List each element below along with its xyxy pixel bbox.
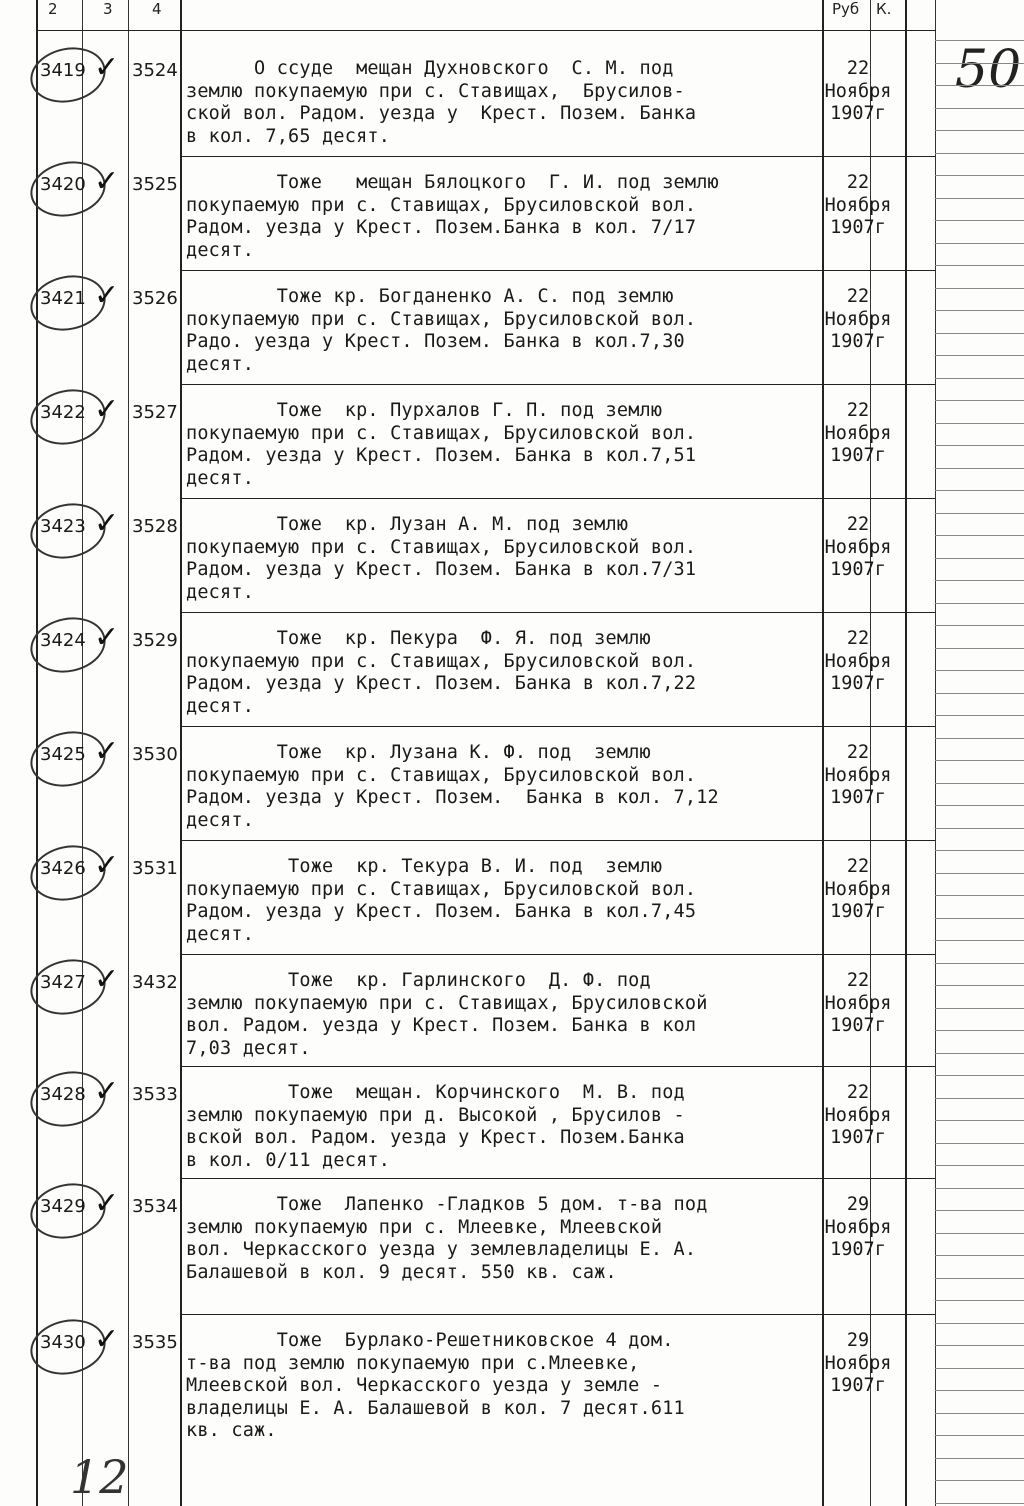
date-year: 1907г [830,103,886,124]
ledger-line [935,513,1024,514]
date-day: 22 [846,742,870,763]
date-month: Ноября [824,1216,892,1238]
entry-text: Тоже мещан Бялоцкого Г. И. под землю покупаемую при с. Ставищах, Брусиловской вол. Радом. уезда у Крест. Позем.Банка в кол. 7/17 десят. [186,172,719,261]
ledger-line [935,1300,1024,1301]
date-year: 1907г [830,331,886,352]
ledger-line [935,1503,1024,1504]
ledger-line [935,760,1024,761]
ledger-line [935,963,1024,964]
entry-date [808,1082,908,1150]
entry-date [808,856,908,924]
ledger-line [935,670,1024,671]
ledger-line [935,63,1024,64]
date-month: Ноября [824,878,892,900]
date-month: Ноября [824,1104,892,1126]
entry-number: 3425 [40,744,86,765]
ledger-line [935,1075,1024,1076]
entry-text: Тоже мещан. Корчинского М. В. под землю покупаемую при д. Высокой , Брусилов - вской вол. Радом. уезда у Крест. Позем.Банка в кол. 0/11 десят. [186,1082,685,1171]
checkmark-icon: ✓ [94,278,120,313]
registration-number: 3432 [132,972,178,993]
ledger-line [935,535,1024,536]
ledger-line [935,580,1024,581]
ledger-line [935,783,1024,784]
ledger-line [935,828,1024,829]
date-year: 1907г [830,217,886,238]
column-rule [180,0,182,1506]
ledger-line [935,1233,1024,1234]
header-rub: Руб [832,0,860,18]
date-day: 22 [846,286,870,307]
date-month: Ноября [824,992,892,1014]
date-day: 22 [846,856,870,877]
date-day: 22 [846,970,870,991]
checkmark-icon: ✓ [94,620,120,655]
entry-text: О ссуде мещан Духновского С. М. под землю покупаемую при с. Ставищах, Брусилов- ской вол. Радом. уезда у Крест. Позем. Банка в кол. 7,65 десят. [186,58,697,147]
checkmark-icon: ✓ [94,734,120,769]
entry-number: 3424 [40,630,86,651]
ledger-line [935,490,1024,491]
ledger-line [935,648,1024,649]
entry-number: 3423 [40,516,86,537]
ledger-line [935,1008,1024,1009]
header-col-4: 4 [152,0,162,18]
ledger-line [935,1480,1024,1481]
header-col-3: 3 [103,0,113,18]
ledger-line [935,603,1024,604]
ledger-line [935,1435,1024,1436]
ledger-line [935,378,1024,379]
entry-separator [180,612,935,613]
ledger-line [935,1030,1024,1031]
entry-text: Тоже кр. Текура В. И. под землю покупаемую при с. Ставищах, Брусиловской вол. Радом. уезда у Крест. Позем. Банка в кол.7,45 десят. [186,856,697,945]
ledger-line [935,243,1024,244]
entry-separator [180,156,935,157]
entry-separator [180,270,935,271]
ledger-line [935,85,1024,86]
date-year: 1907г [830,673,886,694]
registration-number: 3534 [132,1196,178,1217]
date-day: 22 [846,628,870,649]
registration-number: 3526 [132,288,178,309]
entry-separator [180,840,935,841]
ledger-line [935,130,1024,131]
ledger-line [935,1210,1024,1211]
checkmark-icon: ✓ [94,1074,120,1109]
entry-date [808,970,908,1038]
checkmark-icon: ✓ [94,1186,120,1221]
ledger-line [935,918,1024,919]
ledger-line [935,940,1024,941]
entry-separator [180,954,935,955]
ledger-line [935,715,1024,716]
date-month: Ноября [824,308,892,330]
entry-text: Тоже кр. Пурхалов Г. П. под землю покупаемую при с. Ставищах, Брусиловской вол. Радом. уезда у Крест. Позем. Банка в кол.7,51 десят. [186,400,697,489]
registration-number: 3529 [132,630,178,651]
entry-text: Тоже Лапенко -Гладков 5 дом. т-ва под землю покупаемую при с. Млеевке, Млеевской вол. Черкасского уезда у землевладелицы Е. А. Балашевой в кол. 9 десят. 550 кв. саж. [186,1194,708,1283]
checkmark-icon: ✓ [94,1322,120,1357]
date-month: Ноября [824,650,892,672]
ledger-line [935,355,1024,356]
ledger-line [935,805,1024,806]
date-year: 1907г [830,559,886,580]
entry-separator [180,726,935,727]
folio-number: 50 [955,40,1022,100]
entry-text: Тоже кр. Лузана К. Ф. под землю покупаемую при с. Ставищах, Брусиловской вол. Радом. уезда у Крест. Позем. Банка в кол. 7,12 десят. [186,742,719,831]
ledger-line [935,985,1024,986]
checkmark-icon: ✓ [94,164,120,199]
header-col-2: 2 [48,0,58,18]
date-day: 22 [846,514,870,535]
date-year: 1907г [830,1015,886,1036]
entry-separator [180,1066,935,1067]
ledger-line [935,468,1024,469]
ledger-line [935,1120,1024,1121]
ledger-line [935,625,1024,626]
date-year: 1907г [830,1239,886,1260]
date-month: Ноября [824,194,892,216]
ledger-line [935,1143,1024,1144]
ledger-line [935,1255,1024,1256]
ledger-line [935,108,1024,109]
date-year: 1907г [830,445,886,466]
entry-date [808,172,908,240]
entry-text: Тоже кр. Пекура Ф. Я. под землю покупаемую при с. Ставищах, Брусиловской вол. Радом. уезда у Крест. Позем. Банка в кол.7,22 десят. [186,628,697,717]
entry-number: 3428 [40,1084,86,1105]
date-day: 29 [846,1194,870,1215]
entry-date [808,628,908,696]
date-year: 1907г [830,787,886,808]
column-rule [935,0,936,1506]
ledger-line [935,265,1024,266]
ledger-line [935,175,1024,176]
entry-separator [180,498,935,499]
registration-number: 3530 [132,744,178,765]
ledger-line [935,1390,1024,1391]
entry-date [808,1194,908,1262]
registration-number: 3527 [132,402,178,423]
registration-number: 3525 [132,174,178,195]
header-rule [36,30,936,31]
ledger-line [935,1413,1024,1414]
ledger-line [935,850,1024,851]
ledger-line [935,1098,1024,1099]
ledger-line [935,153,1024,154]
entry-date [808,400,908,468]
ledger-line [935,288,1024,289]
registration-number: 3524 [132,60,178,81]
ledger-line [935,423,1024,424]
entry-number: 3427 [40,972,86,993]
column-rule [128,0,129,1506]
entry-date [808,58,908,126]
ledger-line [935,400,1024,401]
date-month: Ноября [824,536,892,558]
registration-number: 3533 [132,1084,178,1105]
entry-date [808,514,908,582]
date-month: Ноября [824,80,892,102]
entry-number: 3430 [40,1332,86,1353]
checkmark-icon: ✓ [94,50,120,85]
checkmark-icon: ✓ [94,392,120,427]
date-day: 22 [846,1082,870,1103]
ledger-line [935,1458,1024,1459]
date-day: 22 [846,172,870,193]
date-day: 29 [846,1330,870,1351]
ledger-line [935,558,1024,559]
entry-number: 3422 [40,402,86,423]
checkmark-icon: ✓ [94,848,120,883]
ledger-line [935,1323,1024,1324]
ledger-line [935,693,1024,694]
ledger-line [935,1368,1024,1369]
date-month: Ноября [824,422,892,444]
handwritten-mark: 12 [70,1450,129,1504]
entry-number: 3421 [40,288,86,309]
entry-number: 3419 [40,60,86,81]
ledger-line [935,1188,1024,1189]
ledger-line [935,445,1024,446]
entry-date [808,742,908,810]
ledger-line [935,333,1024,334]
date-year: 1907г [830,1127,886,1148]
ledger-line [935,220,1024,221]
registration-number: 3528 [132,516,178,537]
date-day: 22 [846,400,870,421]
entry-text: Тоже Бурлако-Решетниковское 4 дом. т-ва под землю покупаемую при с.Млеевке, Млеевской вол. Черкасского уезда у земле - владелицы Е. А. Балашевой в кол. 7 десят.611 кв. саж. [186,1330,685,1441]
date-year: 1907г [830,901,886,922]
ledger-line [935,1278,1024,1279]
ledger-line [935,1345,1024,1346]
header-kop: К. [876,0,892,18]
entry-text: Тоже кр. Гарлинского Д. Ф. под землю покупаемую при с. Ставищах, Брусиловской вол. Радом. уезда у Крест. Позем. Банка в кол 7,03 десят. [186,970,708,1059]
entry-number: 3426 [40,858,86,879]
ledger-line [935,738,1024,739]
entry-separator [180,1178,935,1179]
entry-text: Тоже кр. Богданенко А. С. под землю покупаемую при с. Ставищах, Брусиловской вол. Радо. уезда у Крест. Позем. Банка в кол.7,30 десят. [186,286,697,375]
ledger-line [935,1165,1024,1166]
date-year: 1907г [830,1375,886,1396]
entry-number: 3420 [40,174,86,195]
entry-date [808,1330,908,1398]
entry-text: Тоже кр. Лузан А. М. под землю покупаемую при с. Ставищах, Брусиловской вол. Радом. уезда у Крест. Позем. Банка в кол.7/31 десят. [186,514,697,603]
entry-number: 3429 [40,1196,86,1217]
date-month: Ноября [824,1352,892,1374]
registration-number: 3531 [132,858,178,879]
checkmark-icon: ✓ [94,506,120,541]
ledger-line [935,198,1024,199]
date-month: Ноября [824,764,892,786]
entry-separator [180,1314,935,1315]
ledger-line [935,1053,1024,1054]
checkmark-icon: ✓ [94,962,120,997]
registration-number: 3535 [132,1332,178,1353]
entry-date [808,286,908,354]
entry-separator [180,384,935,385]
ledger-line [935,40,1024,41]
date-day: 22 [846,58,870,79]
ledger-line [935,873,1024,874]
ledger-line [935,895,1024,896]
ledger-line [935,310,1024,311]
